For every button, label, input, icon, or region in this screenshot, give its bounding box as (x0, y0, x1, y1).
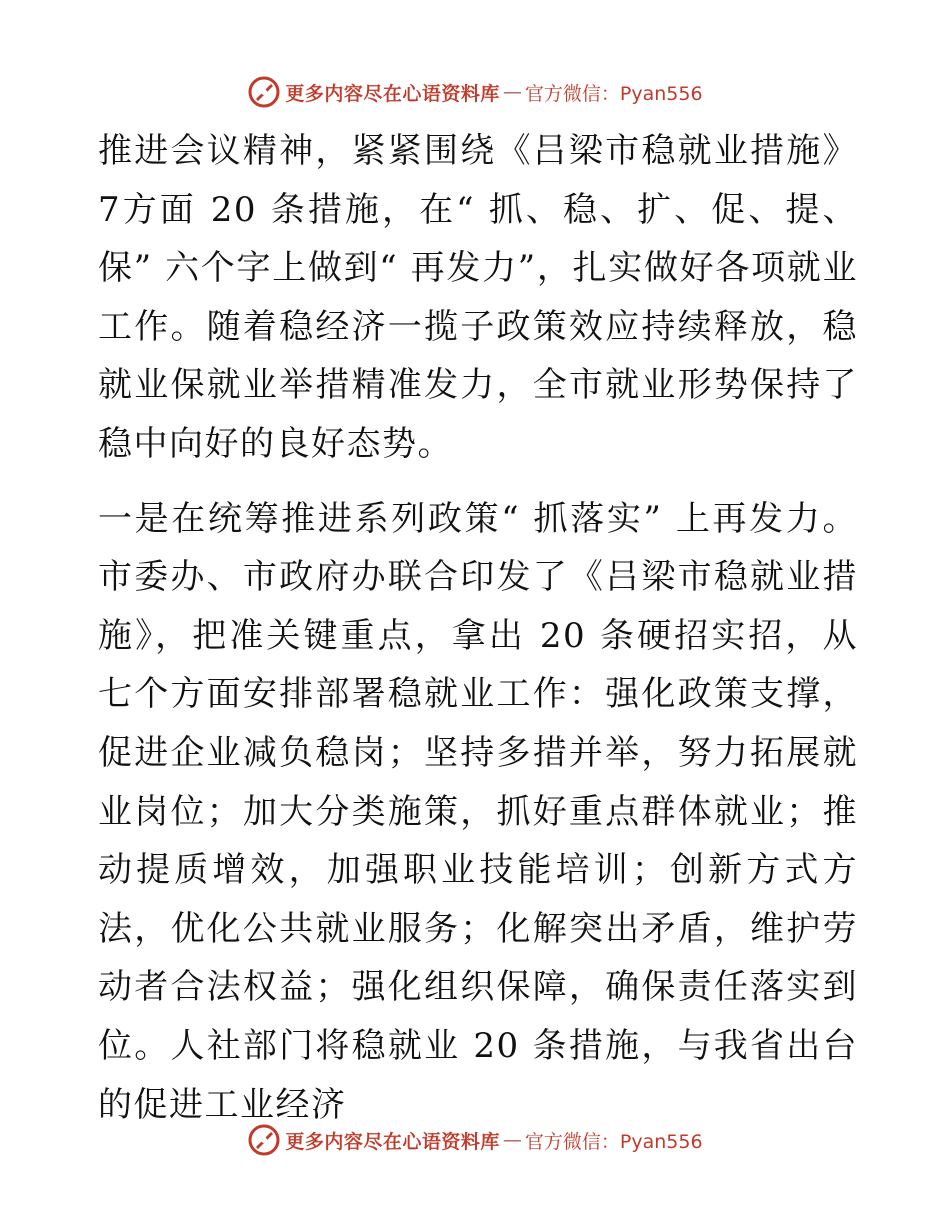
header-banner (0, 72, 950, 112)
footer-dash: — (502, 1129, 522, 1151)
footer-wechat-text: 官方微信：Pyan556 (524, 1130, 703, 1153)
header-dash: — (502, 81, 522, 103)
document-body (98, 122, 858, 1134)
body-paragraph-1: 推进会议精神，紧紧围绕《吕梁市稳就业措施》7方面 20 条措施，在“ 抓、稳、扩、促、提、保” 六个字上做到“ 再发力”，扎实做好各项就业工作。随着稳经济一揽子政策效应持续释放，稳就业保就业举措精准发力，全市就业形势保持了稳中向好的良好态势。 (98, 131, 858, 464)
header-wechat-text: 官方微信：Pyan556 (524, 82, 703, 105)
body-paragraph-2: 一是在统筹推进系列政策“ 抓落实” 上再发力。市委办、市政府办联合印发了《吕梁市稳就业措施》，把准关键重点，拿出 20 条硬招实招，从七个方面安排部署稳就业工作：强化政策支撑，促进企业减负稳岗；坚持多措并举，努力拓展就业岗位；加大分类施策，抓好重点群体就业；推动提质增效，加强职业技能培训；创新方式方法，优化公共就业服务；化解突出矛盾，维护劳动者合法权益；强化组织保障，确保责任落实到位。人社部门将稳就业 20 条措施，与我省出台的促进工业经济 (98, 498, 858, 1125)
header-brand-text: 更多内容尽在心语资料库 (285, 82, 500, 105)
footer-brand-text: 更多内容尽在心语资料库 (285, 1130, 500, 1153)
quill-pen-logo-icon (247, 75, 281, 109)
footer-banner (0, 1120, 950, 1160)
quill-pen-logo-icon (247, 1123, 281, 1157)
